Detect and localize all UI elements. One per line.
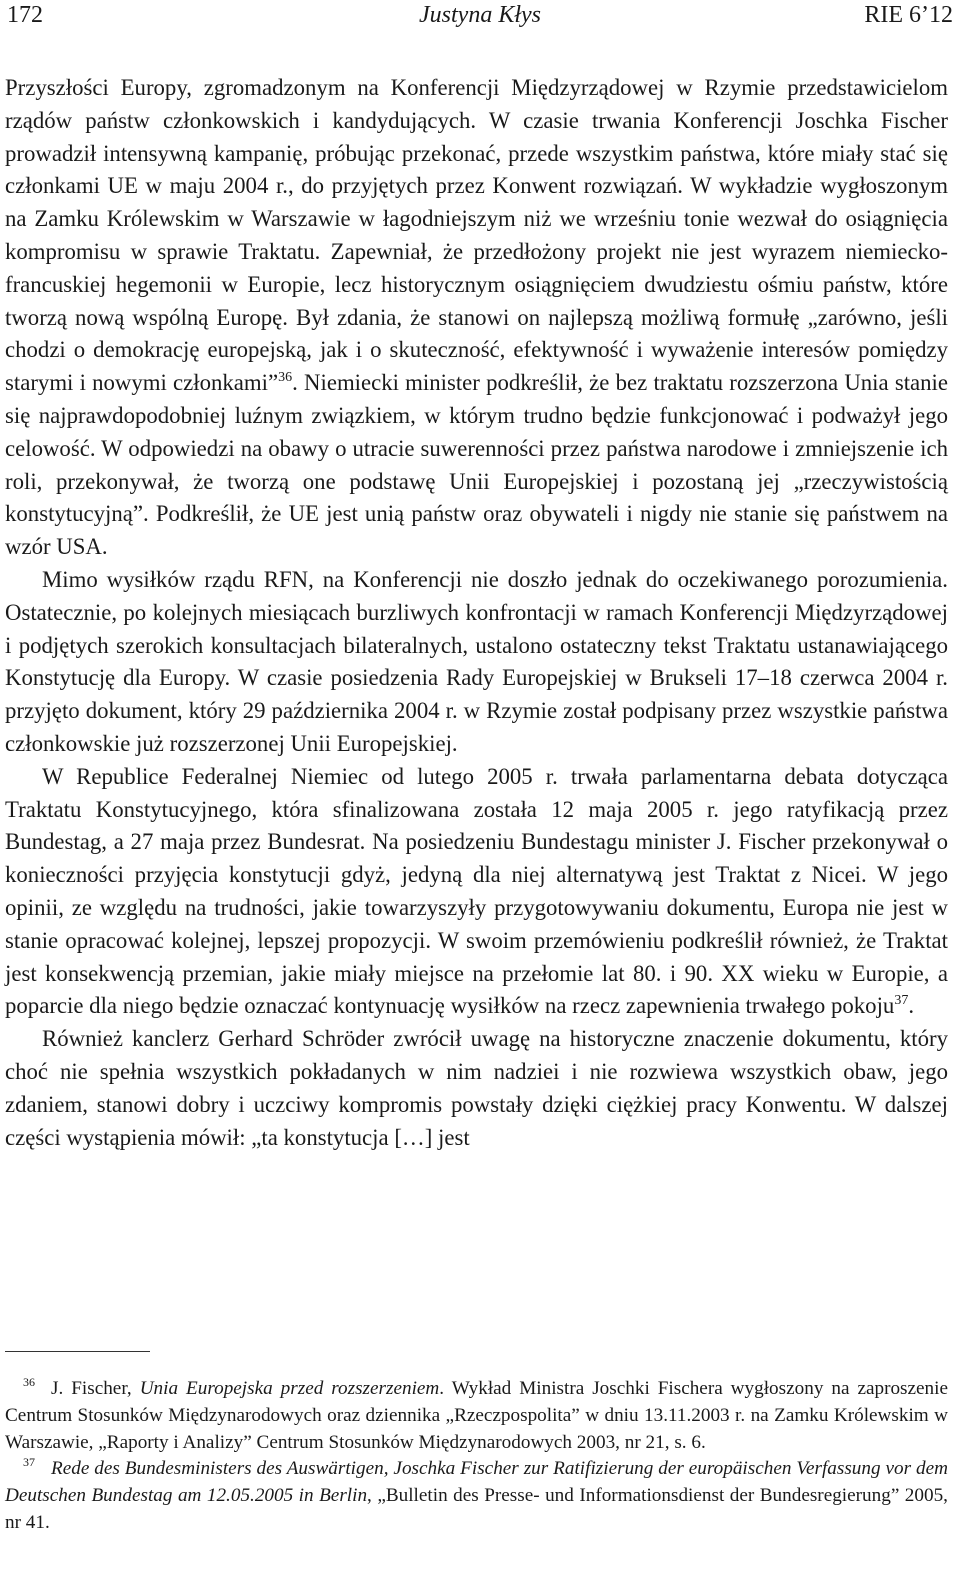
text-run: . Wykład Ministra Joschki Fischera wygłoszony na zaproszenie Centrum Stosunków Międzynarodowych oraz dziennika „Rzeczpospolita” w dniu 13.11.2003 r. na Zamku Królewskim w Warszawie, „Raporty i Analizy” Centrum Stosunków Międzynarodowych 2003, nr 21, s. 6. <box>5 1378 948 1453</box>
text-run: Mimo wysiłków rządu RFN, na Konferencji nie doszło jednak do oczekiwanego porozumienia. Ostatecznie, po kolejnych miesiącach burzliwych konfrontacji w ramach Konferencji Międzyrządowej i podjętych szerokich konsultacjach bilateralnych, ustalono ostateczny tekst Traktatu ustanawiającego Konstytucję dla Europy. W czasie posiedzenia Rady Europejskiej w Brukseli 17–18 czerwca 2004 r. przyjęto dokument, który 29 października 2004 r. w Rzymie został podpisany przez wszystkie państwa członkowskie już rozszerzonej Unii Europejskiej. <box>5 566 948 756</box>
page-number: 172 <box>7 2 43 28</box>
footnote: $^{37}$ Rede des Bundesministers des Auswärtigen, Joschka Fischer zur Ratifizierung der europäischen Verfassung vor dem Deutschen Bundestag am 12.05.2005 in Berlin, „Bulletin des Presse- und Informationsdienst der Bundesregierung” 2005, nr 41. <box>5 1455 948 1533</box>
journal-issue: RIE 6’12 <box>864 2 953 28</box>
footnote-reference: 37 <box>894 993 909 1009</box>
running-header <box>7 0 953 30</box>
italic-text: Rede des Bundesministers des Auswärtigen, Joschka Fischer zur Ratifizierung der europäischen Verfassung vor dem Deutschen Bundestag am 12.05.2005 in Berlin <box>5 1458 948 1507</box>
text-run: W Republice Federalnej Niemiec od lutego 2005 r. trwała parlamentarna debata dotycząca Traktatu Konstytucyjnego, która sfinalizowana została 12 maja 2005 r. jego ratyfikacją przez Bundestag, a 27 maja przez Bundesrat. Na posiedzeniu Bundestagu minister J. Fischer przekonywał o konieczności przyjęcia konstytucji gdyż, jedyną dla niej alternatywą jest Traktat z Nicei. W jego opinii, ze względu na trudności, jakie towarzyszyły przygotowywaniu dokumentu, Europa nie jest w stanie opracować kolejnej, lepszej propozycji. W swoim przemówieniu podkreślił również, że Traktat jest konsekwencją przemian, jakie miały miejsce na przełomie lat 80. i 90. XX wieku w Europie, a poparcie dla niego będzie oznaczać kontynuację wysiłków na rzecz zapewnienia trwałego pokoju <box>5 763 948 1019</box>
running-author: Justyna Kłys <box>419 2 541 28</box>
paragraph <box>5 72 948 564</box>
footnotes <box>5 1376 948 1537</box>
text-run: , „Bulletin des Presse- und Informationsdienst der Bundesregierung” 2005, nr 41. <box>5 1485 948 1533</box>
text-run: . <box>908 993 915 1019</box>
paragraph <box>5 761 948 1023</box>
footnote-separator <box>5 1351 150 1352</box>
body-text <box>5 72 948 1154</box>
text-run: J. Fischer, <box>51 1378 140 1399</box>
paragraph <box>5 564 948 761</box>
text-run: Również kanclerz Gerhard Schröder zwrócił uwagę na historyczne znaczenie dokumentu, który choć nie spełnia wszystkich pokładanych w nim nadziei i nie rozwiewa wszystkich obaw, jego zdaniem, stanowi dobry i uczciwy kompromis powstały dzięki ciężkiej pracy Konwentu. W dalszej części wystąpienia mówił: „ta konstytucja […] jest <box>5 1026 948 1150</box>
footnote-reference: 36 <box>278 370 293 386</box>
paragraph <box>5 1023 948 1154</box>
footnote: $^{36}$ J. Fischer, Unia Europejska przed rozszerzeniem. Wykład Ministra Joschki Fischera wygłoszony na zaproszenie Centrum Stosunków Międzynarodowych oraz dziennika „Rzeczpospolita” w dniu 13.11.2003 r. na Zamku Królewskim w Warszawie, „Raporty i Analizy” Centrum Stosunków Międzynarodowych 2003, nr 21, s. 6. <box>5 1375 948 1453</box>
text-run: . Niemiecki minister podkreślił, że bez traktatu rozszerzona Unia stanie się najprawdopodobniej luźnym związkiem, w którym trudno będzie funkcjonować i podważył jego celowość. W odpowiedzi na obawy o utracie suwerenności przez państwa narodowe i zmniejszenie ich roli, przekonywał, że tworzą one podstawę Unii Europejskiej i pozostaną jej „rzeczywistością konstytucyjną”. Podkreślił, że UE jest unią państw oraz obywateli i nigdy nie stanie się państwem na wzór USA. <box>5 370 949 560</box>
italic-text: Unia Europejska przed rozszerzeniem <box>139 1378 440 1399</box>
text-run: Przyszłości Europy, zgromadzonym na Konferencji Międzyrządowej w Rzymie przedstawicielom rządów państw członkowskich i kandydujących. W czasie trwania Konferencji Joschka Fischer prowadził intensywną kampanię, próbując przekonać, przede wszystkim państwa, które miały stać się członkami UE w maju 2004 r., do przyjętych przez Konwent rozwiązań. W wykładzie wygłoszonym na Zamku Królewskim w Warszawie w łagodniejszym niż we wrześniu tonie wezwał do osiągnięcia kompromisu w sprawie Traktatu. Zapewniał, że przedłożony projekt nie jest wyrazem niemiecko-francuskiej hegemonii w Europie, lecz historycznym osiągnięciem dwudziestu ośmiu państw, które tworzą nową wspólną Europę. Był zdania, że stanowi on najlepszą możliwą formułę „zarówno, jeśli chodzi o demokrację europejską, jak i o skuteczność, efektywność i wyważenie interesów pomiędzy starymi i nowymi członkami” <box>5 75 948 396</box>
